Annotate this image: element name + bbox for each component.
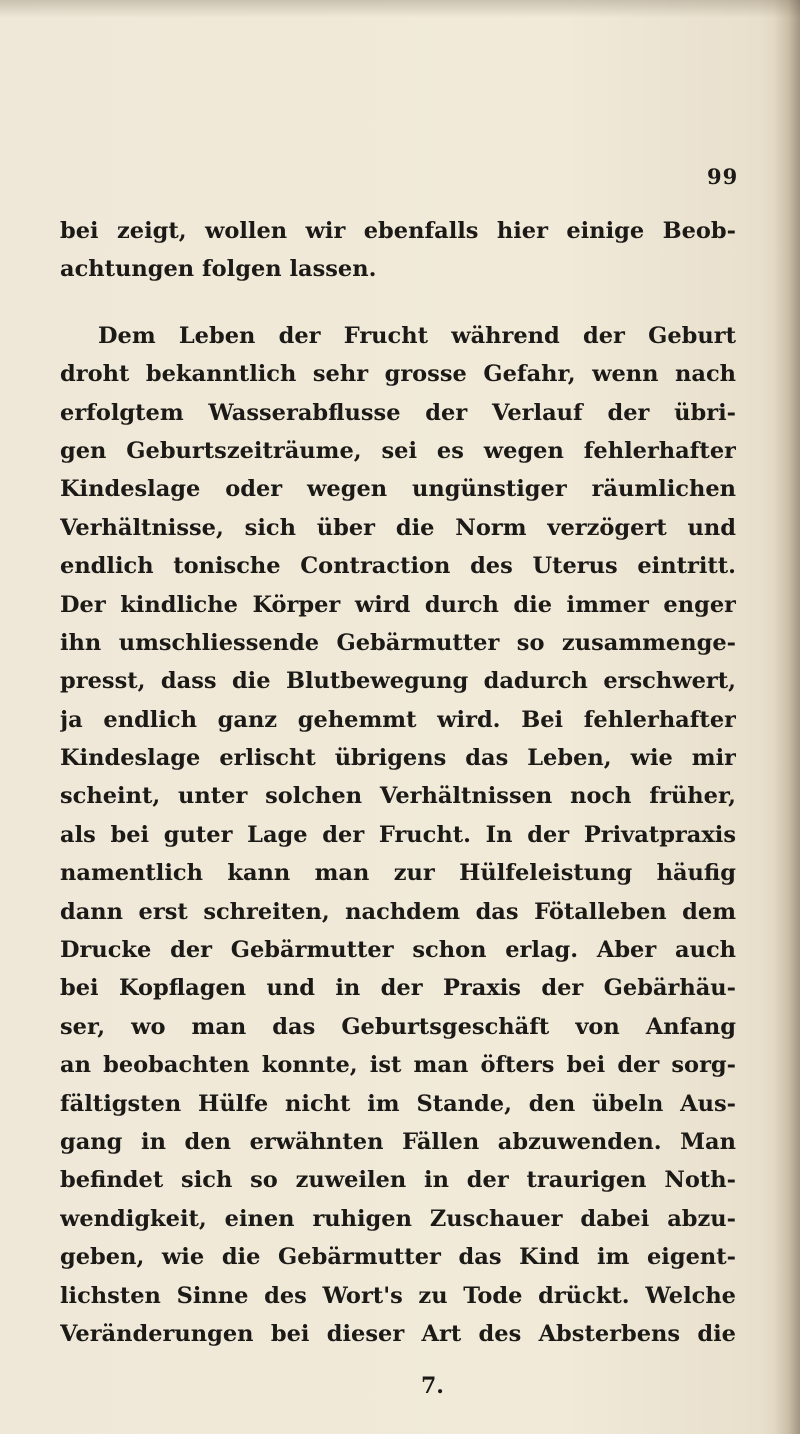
page-right-edge-shadow xyxy=(774,0,800,1434)
text-line: droht bekanntlich sehr grosse Gefahr, wenn nach xyxy=(60,361,736,388)
text-line: Veränderungen bei dieser Art des Absterbens die xyxy=(60,1320,736,1347)
text-line: an beobachten konnte, ist man öfters bei der sorg- xyxy=(60,1052,736,1079)
body-text xyxy=(60,212,736,1353)
text-line: endlich tonische Contraction des Uterus eintritt. xyxy=(60,553,736,580)
text-line: Kindeslage oder wegen ungünstiger räumlichen xyxy=(60,476,736,503)
text-line: gang in den erwähnten Fällen abzuwenden. Man xyxy=(60,1128,736,1155)
page-number: 99 xyxy=(707,164,739,189)
text-line: ja endlich ganz gehemmt wird. Bei fehlerhafter xyxy=(60,706,736,733)
text-line: bei Kopflagen und in der Praxis der Gebärhäu- xyxy=(60,975,736,1002)
text-line: als bei guter Lage der Frucht. In der Privatpraxis xyxy=(60,821,736,848)
text-line: namentlich kann man zur Hülfeleistung häufig xyxy=(60,860,736,887)
text-line: lichsten Sinne des Wort's zu Tode drückt. Welche xyxy=(60,1282,736,1309)
text-line: Der kindliche Körper wird durch die immer enger xyxy=(60,591,736,618)
text-line: bei zeigt, wollen wir ebenfalls hier einige Beob- xyxy=(60,218,736,244)
signature-mark: 7. xyxy=(421,1373,444,1399)
text-line: geben, wie die Gebärmutter das Kind im eigent- xyxy=(60,1244,736,1271)
text-line: Dem Leben der Frucht während der Geburt xyxy=(98,322,736,349)
paragraph-gap xyxy=(60,289,736,317)
text-line: wendigkeit, einen ruhigen Zuschauer dabei abzu- xyxy=(60,1205,736,1232)
text-line: Drucke der Gebärmutter schon erlag. Aber auch xyxy=(60,937,736,964)
text-line: befindet sich so zuweilen in der traurigen Noth- xyxy=(60,1167,736,1194)
text-line: ihn umschliessende Gebärmutter so zusammenge- xyxy=(60,629,736,656)
text-line: achtungen folgen lassen. xyxy=(60,256,377,283)
page-top-shadow xyxy=(0,0,800,18)
text-line: presst, dass die Blutbewegung dadurch erschwert, xyxy=(60,668,736,695)
text-line: Verhältnisse, sich über die Norm verzögert und xyxy=(60,514,736,541)
text-line: scheint, unter solchen Verhältnissen noch früher, xyxy=(60,783,736,810)
text-line: gen Geburtszeiträume, sei es wegen fehlerhafter xyxy=(60,437,736,464)
text-line: fältigsten Hülfe nicht im Stande, den übeln Aus- xyxy=(60,1090,736,1117)
text-line: Kindeslage erlischt übrigens das Leben, wie mir xyxy=(60,745,736,772)
text-line: dann erst schreiten, nachdem das Fötalleben dem xyxy=(60,898,736,925)
text-line: ser, wo man das Geburtsgeschäft von Anfang xyxy=(60,1013,736,1040)
text-line: erfolgtem Wasserabflusse der Verlauf der übri- xyxy=(60,399,736,426)
